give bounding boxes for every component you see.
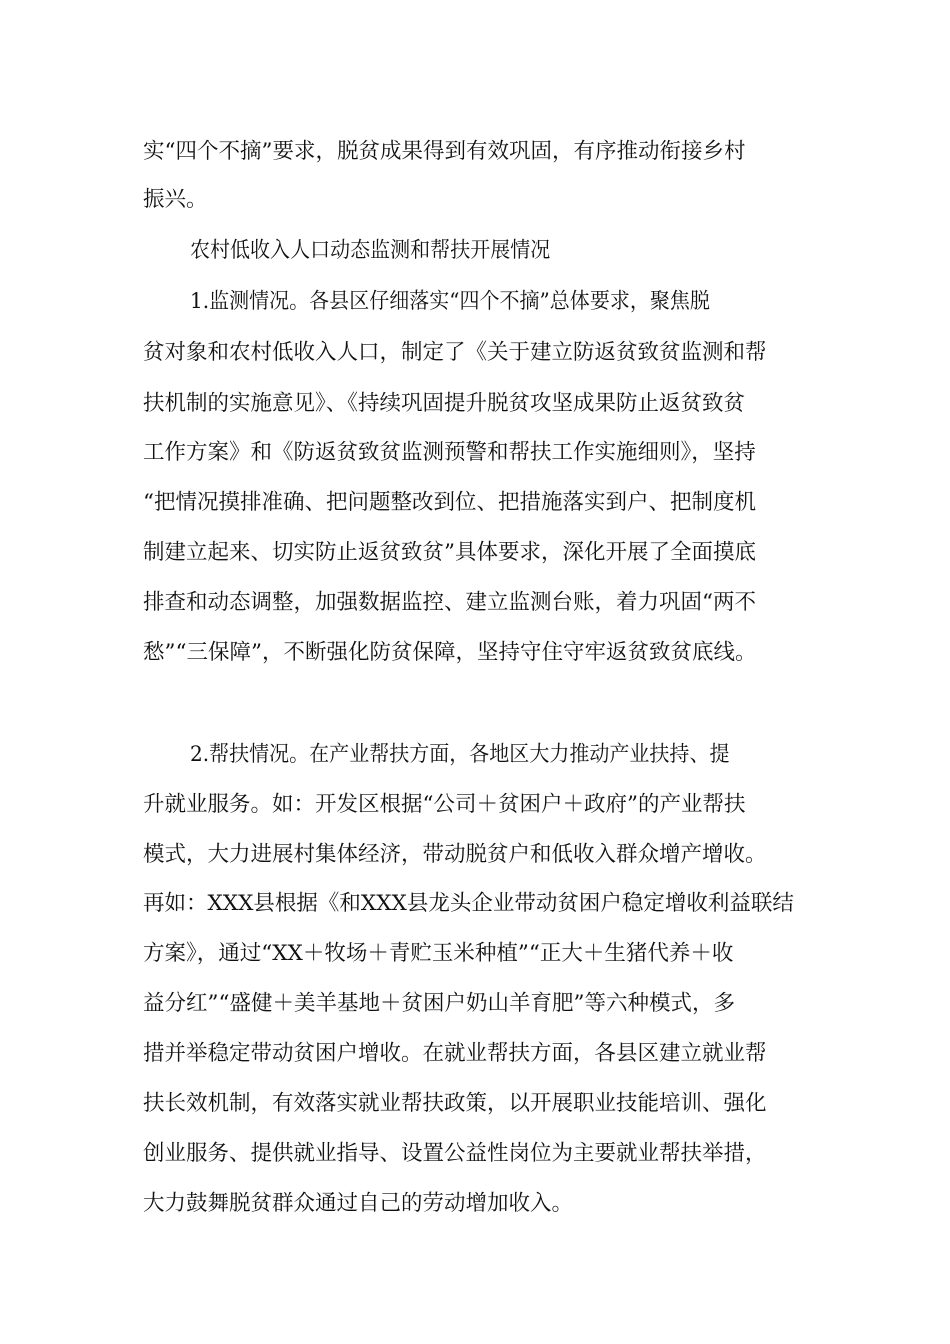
paragraph-2-line: 益分红”“盛健＋美羊基地＋贫困户奶山羊育肥”等六种模式，多 xyxy=(143,991,735,1016)
paragraph-1-line: “把情况摸排准确、把问题整改到位、把措施落实到户、把制度机 xyxy=(143,490,756,515)
intro-line: 实“四个不摘”要求，脱贫成果得到有效巩固，有序推动衔接乡村 xyxy=(143,139,746,164)
paragraph-1-line: 制建立起来、切实防止返贫致贫”具体要求，深化开展了全面摸底 xyxy=(143,540,756,565)
paragraph-2-line: 2.帮扶情况。在产业帮扶方面，各地区大力推动产业扶持、提 xyxy=(190,742,730,767)
paragraph-1-line: 贫对象和农村低收入人口，制定了《关于建立防返贫致贫监测和帮 xyxy=(143,340,767,365)
paragraph-1-line: 排查和动态调整，加强数据监控、建立监测台账，着力巩固“两不 xyxy=(143,590,756,615)
paragraph-2-line: 再如：XXX县根据《和XXX县龙头企业带动贫困户稳定增收利益联结 xyxy=(143,891,794,916)
paragraph-2-line: 大力鼓舞脱贫群众通过自己的劳动增加收入。 xyxy=(143,1191,574,1216)
paragraph-1-line: 1.监测情况。各县区仔细落实“四个不摘”总体要求，聚焦脱 xyxy=(190,289,710,314)
paragraph-2-line: 方案》，通过“XX＋牧场＋青贮玉米种植”“正大＋生猪代养＋收 xyxy=(143,941,734,966)
section-heading: 农村低收入人口动态监测和帮扶开展情况 xyxy=(190,238,551,263)
paragraph-1-line: 工作方案》和《防返贫致贫监测预警和帮扶工作实施细则》，坚持 xyxy=(143,440,756,465)
paragraph-2-line: 扶长效机制，有效落实就业帮扶政策，以开展职业技能培训、强化 xyxy=(143,1091,767,1116)
paragraph-2-line: 创业服务、提供就业指导、设置公益性岗位为主要就业帮扶举措， xyxy=(143,1141,767,1166)
paragraph-2-line: 模式，大力进展村集体经济，带动脱贫户和低收入群众增产增收。 xyxy=(143,842,767,867)
paragraph-1-line: 扶机制的实施意见》、《持续巩固提升脱贫攻坚成果防止返贫致贫 xyxy=(143,391,746,416)
paragraph-2-line: 升就业服务。如：开发区根据“公司＋贫困户＋政府”的产业帮扶 xyxy=(143,792,746,817)
paragraph-2-line: 措并举稳定带动贫困户增收。在就业帮扶方面，各县区建立就业帮 xyxy=(143,1041,767,1066)
intro-line: 振兴。 xyxy=(143,187,208,212)
paragraph-1-line: 愁”“三保障”，不断强化防贫保障，坚持守住守牢返贫致贫底线。 xyxy=(143,640,757,665)
